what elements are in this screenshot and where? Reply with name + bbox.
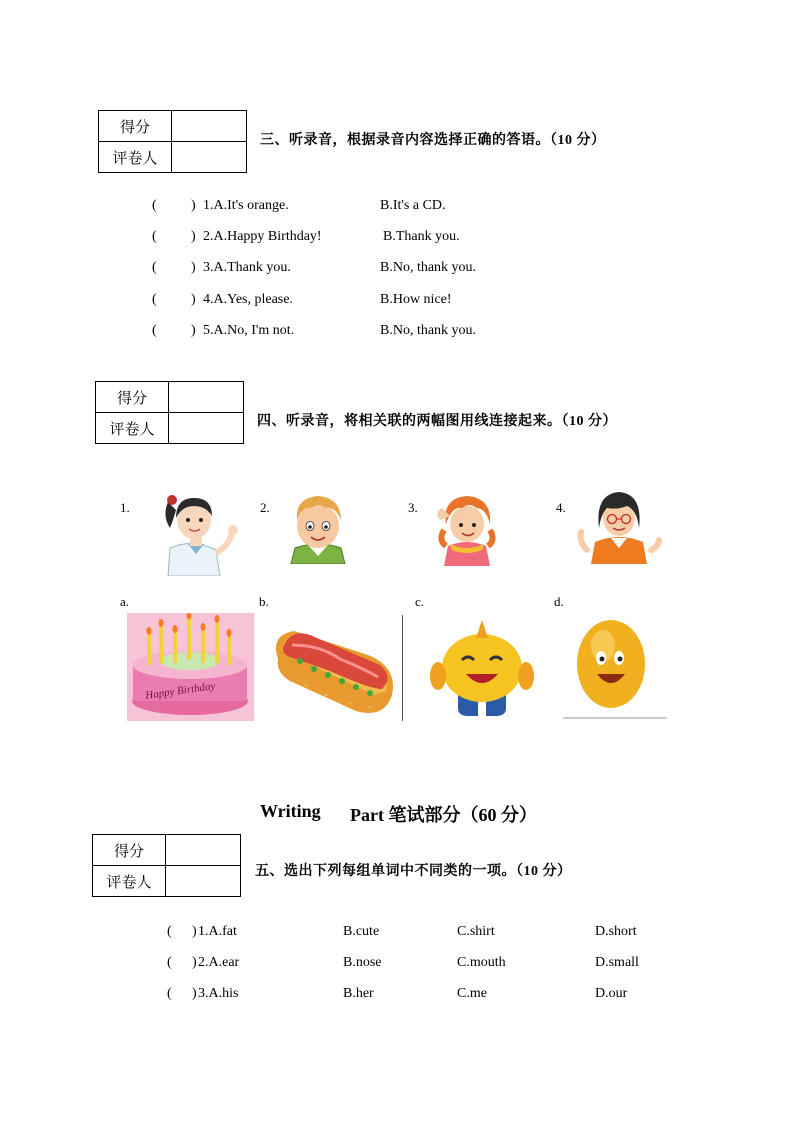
option-d: D.short: [595, 924, 637, 939]
option-a: 5.A.No, I'm not.: [203, 323, 295, 338]
score-label: 得分: [96, 382, 169, 413]
option-b: B.her: [343, 986, 374, 1001]
blond-boy-illustration[interactable]: [285, 490, 351, 564]
option-a: 2.A.ear: [198, 955, 240, 970]
option-a: 3.A.Thank you.: [203, 260, 291, 275]
answer-paren-open: (: [167, 924, 172, 939]
picture-number-3: 3.: [408, 500, 418, 515]
option-b: B.No, thank you.: [380, 260, 477, 275]
section5-title: 五、选出下列每组单词中不同类的一项。（10 分）: [255, 864, 572, 879]
answer-paren-close: ): [191, 260, 196, 275]
score-cell[interactable]: [172, 111, 247, 142]
option-b: B.nose: [343, 955, 382, 970]
picture-letter-b: b.: [259, 594, 269, 609]
birthday-cake-icon: [127, 613, 254, 721]
option-b: B.It's a CD.: [380, 198, 446, 213]
score-cell[interactable]: [166, 835, 241, 866]
grader-cell[interactable]: [172, 142, 247, 173]
answer-paren-open: (: [152, 198, 157, 213]
grader-cell[interactable]: [166, 866, 241, 897]
score-label: 得分: [99, 111, 172, 142]
answer-paren-open: (: [152, 323, 157, 338]
answer-paren-close: ): [191, 292, 196, 307]
answer-paren-open: (: [167, 986, 172, 1001]
redhead-girl-illustration[interactable]: [432, 490, 502, 566]
glasses-woman-illustration[interactable]: [575, 488, 663, 564]
answer-paren-close: ): [192, 955, 197, 970]
answer-paren-close: ): [191, 198, 196, 213]
answer-paren-open: (: [167, 955, 172, 970]
egg-face-picture[interactable]: [563, 612, 667, 720]
option-a: 1.A.It's orange.: [203, 198, 289, 213]
writing-part-heading: Part 笔试部分（60 分）: [350, 805, 537, 825]
section4-title: 四、听录音，将相关联的两幅图用线连接起来。（10 分）: [257, 414, 617, 429]
score-table-section5: [92, 834, 241, 897]
picture-divider: [402, 615, 403, 721]
option-b: B.Thank you.: [383, 229, 460, 244]
option-b: B.cute: [343, 924, 380, 939]
grader-label: 评卷人: [93, 866, 166, 897]
birthday-cake-picture[interactable]: [127, 613, 254, 721]
picture-number-1: 1.: [120, 500, 130, 515]
answer-paren-close: ): [191, 323, 196, 338]
answer-paren-open: (: [152, 292, 157, 307]
option-a: 4.A.Yes, please.: [203, 292, 293, 307]
girl-ponytail-illustration[interactable]: [148, 488, 243, 576]
answer-paren-open: (: [152, 229, 157, 244]
option-d: D.our: [595, 986, 628, 1001]
option-c: C.shirt: [457, 924, 495, 939]
option-c: C.me: [457, 986, 487, 1001]
answer-paren-close: ): [192, 924, 197, 939]
score-table-section4: [95, 381, 244, 444]
option-d: D.small: [595, 955, 639, 970]
picture-letter-c: c.: [415, 594, 425, 609]
grader-label: 评卷人: [96, 413, 169, 444]
writing-part-word: Writing: [260, 801, 321, 821]
option-a: 3.A.his: [198, 986, 239, 1001]
picture-letter-a: a.: [120, 594, 130, 609]
answer-paren-open: (: [152, 260, 157, 275]
hot-dog-picture[interactable]: [270, 615, 398, 721]
option-a: 2.A.Happy Birthday!: [203, 229, 322, 244]
option-b: B.No, thank you.: [380, 323, 477, 338]
section3-title: 三、听录音，根据录音内容选择正确的答语。（10 分）: [260, 133, 606, 148]
option-c: C.mouth: [457, 955, 506, 970]
option-a: 1.A.fat: [198, 924, 237, 939]
grader-cell[interactable]: [169, 413, 244, 444]
picture-number-4: 4.: [556, 500, 566, 515]
answer-paren-close: ): [191, 229, 196, 244]
picture-number-2: 2.: [260, 500, 270, 515]
score-cell[interactable]: [169, 382, 244, 413]
option-b: B.How nice!: [380, 292, 452, 307]
grader-label: 评卷人: [99, 142, 172, 173]
yellow-monster-picture[interactable]: [428, 618, 536, 718]
cake-caption: Happy Birthday: [144, 680, 217, 702]
score-label: 得分: [93, 835, 166, 866]
score-table-section3: [98, 110, 247, 173]
answer-paren-close: ): [192, 986, 197, 1001]
picture-letter-d: d.: [554, 594, 564, 609]
